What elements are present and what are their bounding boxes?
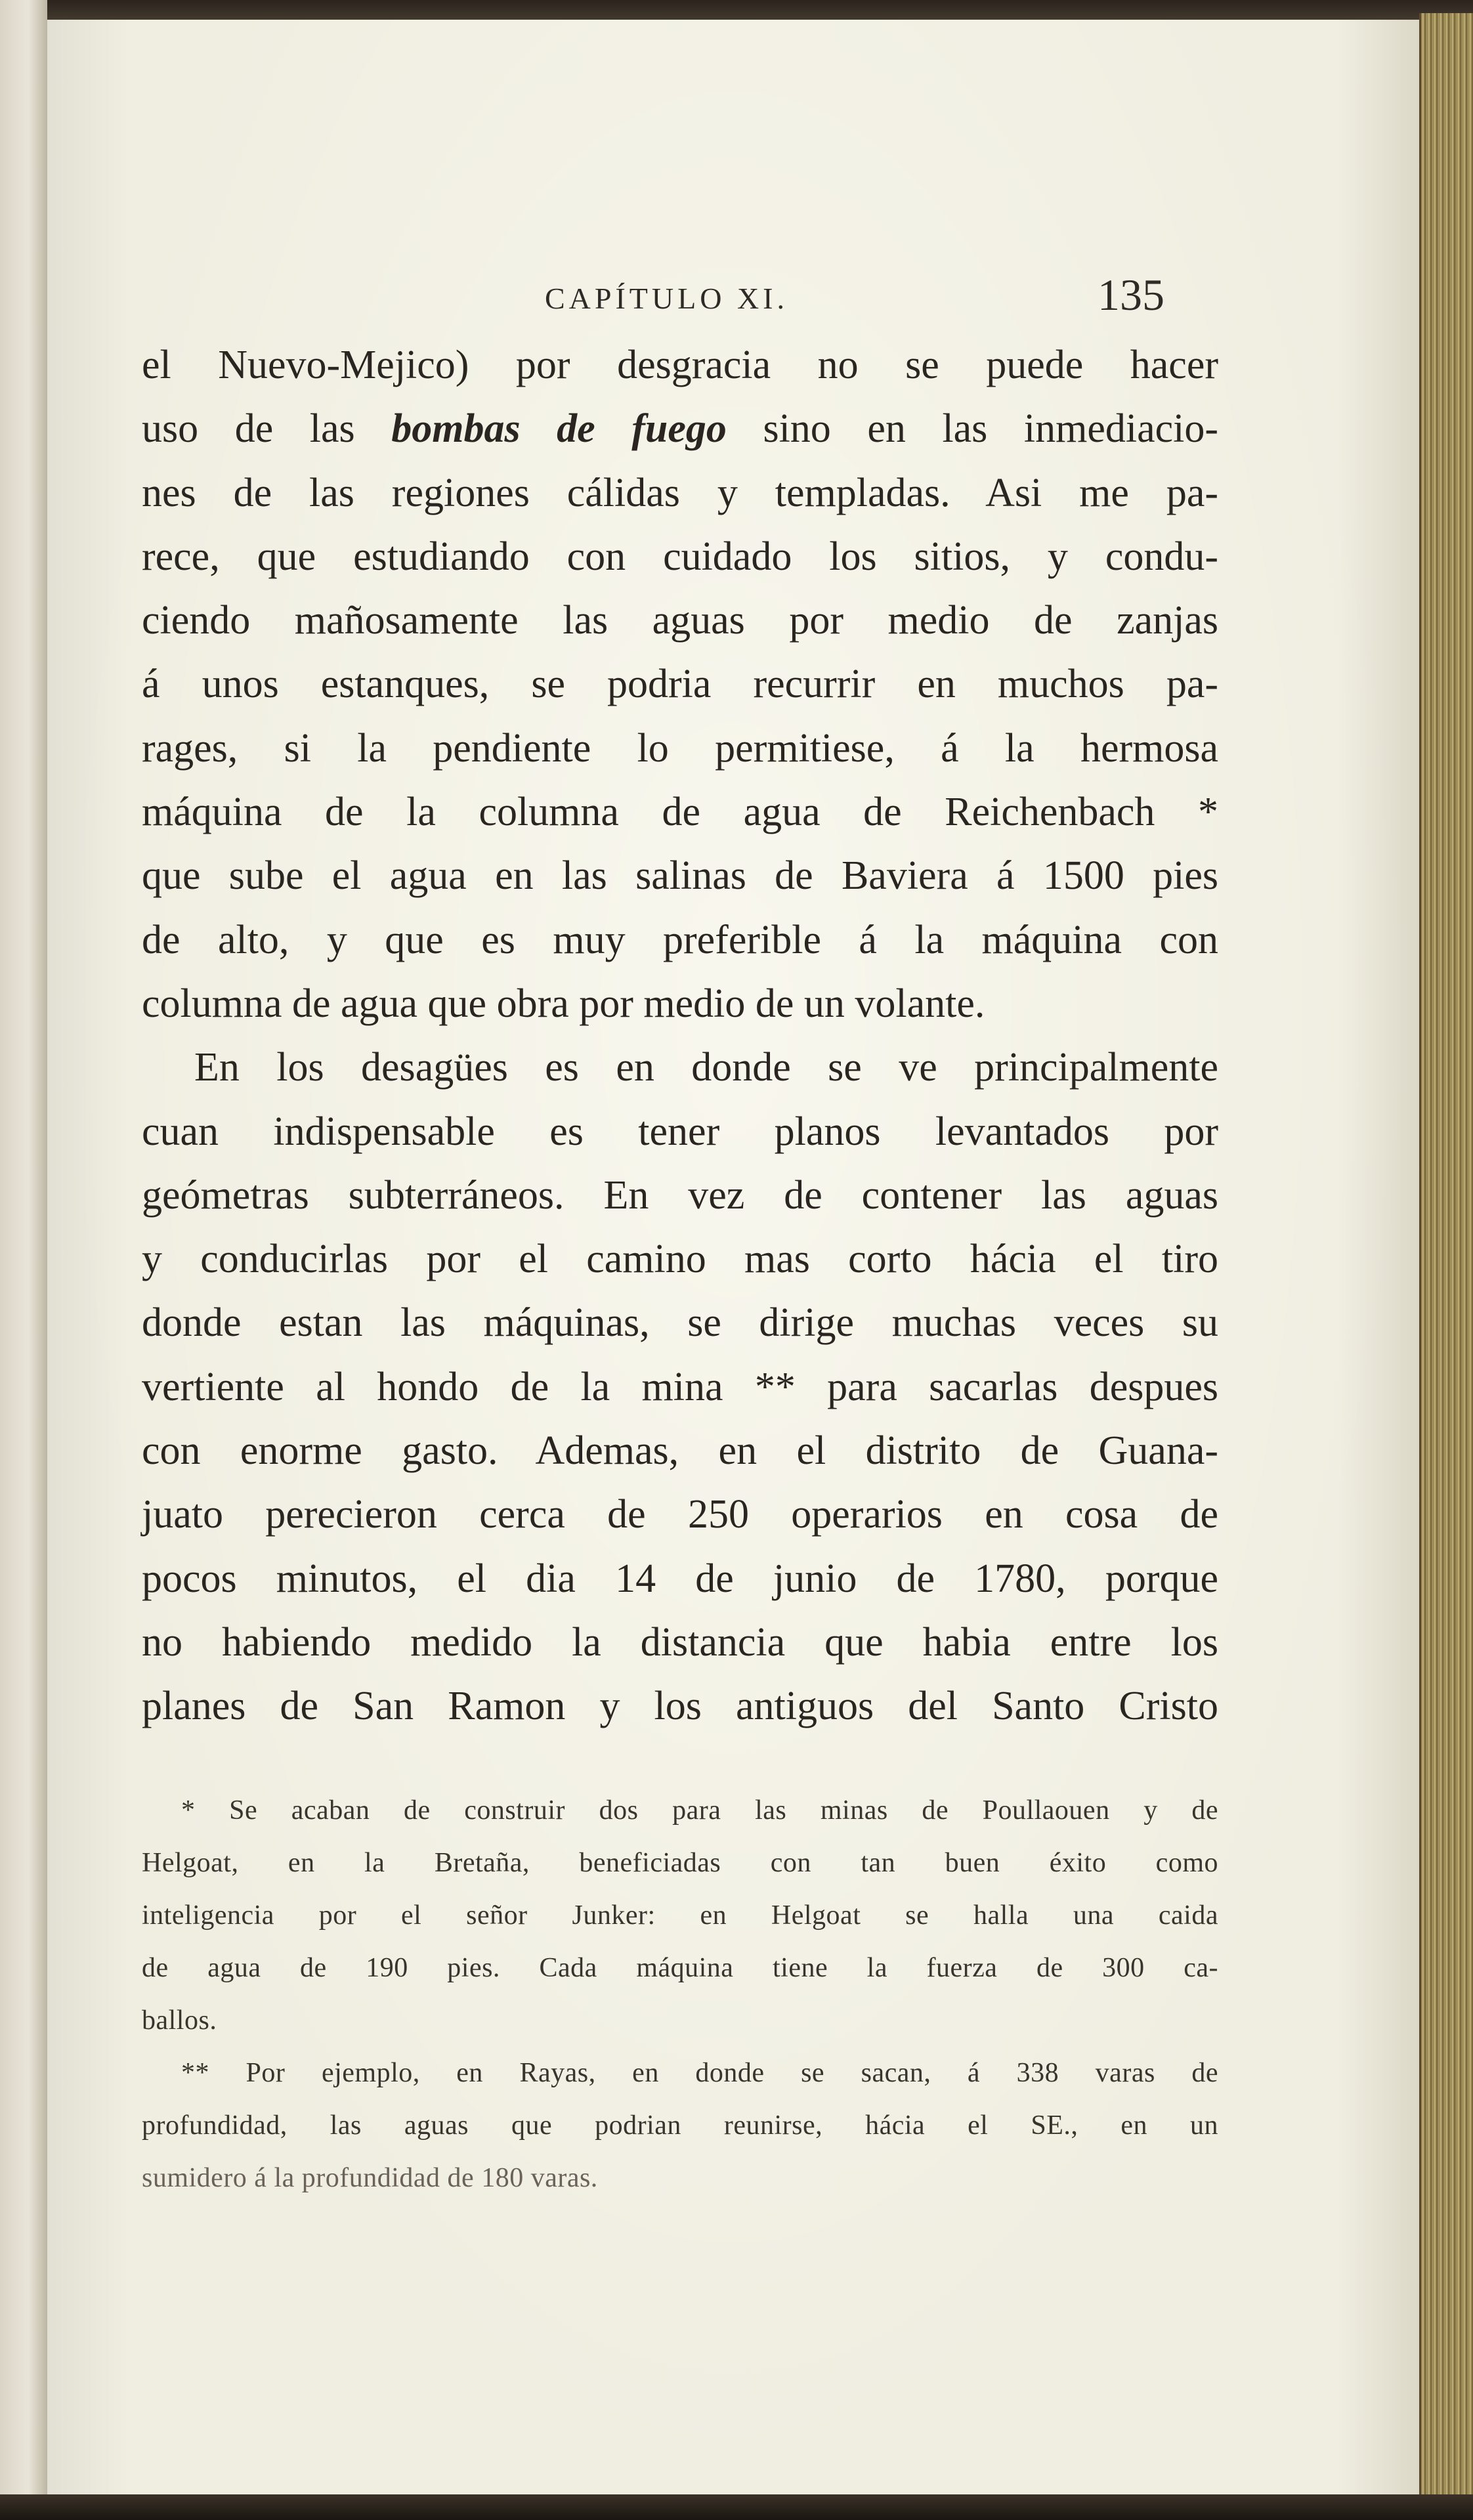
body-line: vertiente al hondo de la mina ** para sacarlas despues (142, 1364, 1218, 1409)
footnote-line: de agua de 190 pies. Cada máquina tiene la fuerza de 300 ca- (142, 1953, 1218, 1983)
footnote-line: ballos. (142, 2005, 217, 2036)
body-line: juato perecieron cerca de 250 operarios en cosa de (142, 1492, 1218, 1537)
body-line-segment: uso de las (142, 406, 392, 452)
body-line: planes de San Ramon y los antiguos del Santo Cristo (142, 1684, 1218, 1729)
footnote-line: inteligencia por el señor Junker: en Helgoat se halla una caida (142, 1900, 1218, 1931)
footnote-line: * Se acaban de construir dos para las minas de Poullaouen y de (181, 1795, 1218, 1826)
body-line: que sube el agua en las salinas de Baviera á 1500 pies (142, 853, 1218, 899)
footnotes (142, 1784, 1218, 2204)
chapter-heading: CAPÍTULO XI. (545, 282, 788, 315)
footnote-line: profundidad, las aguas que podrian reunirse, hácia el SE., en un (142, 2110, 1218, 2141)
body-line: de alto, y que es muy preferible á la máquina con (142, 917, 1218, 962)
body-line: máquina de la columna de agua de Reichenbach * (142, 790, 1218, 835)
body-line-with-italic (142, 397, 1218, 461)
body-line: cuan indispensable es tener planos levantados por (142, 1109, 1218, 1154)
page-number: 135 (1098, 270, 1164, 320)
body-line-segment: sino en las inmediacio- (726, 406, 1218, 452)
body-line: y conducirlas por el camino mas corto hácia el tiro (142, 1237, 1218, 1282)
footnote-line: ** Por ejemplo, en Rayas, en donde se sacan, á 338 varas de (181, 2058, 1218, 2088)
body-line: rages, si la pendiente lo permitiese, á la hermosa (142, 725, 1218, 771)
book-left-page-edge (0, 0, 47, 2520)
body-line: donde estan las máquinas, se dirige muchas veces su (142, 1300, 1218, 1346)
body-line: no habiendo medido la distancia que habia entre los (142, 1619, 1218, 1665)
body-text (142, 333, 1218, 1739)
body-line: columna de agua que obra por medio de un volante. (142, 981, 985, 1026)
body-line: rece, que estudiando con cuidado los sitios, y condu- (142, 534, 1218, 579)
book-page (47, 20, 1419, 2494)
footnote-line: Helgoat, en la Bretaña, beneficiadas con tan buen éxito como (142, 1848, 1218, 1878)
body-line: geómetras subterráneos. En vez de contener las aguas (142, 1172, 1218, 1218)
footnote-line: sumidero á la profundidad de 180 varas. (142, 2163, 598, 2193)
body-line: pocos minutos, el dia 14 de junio de 1780, porque (142, 1556, 1218, 1601)
running-head (47, 269, 1419, 328)
italic-phrase: bombas de fuego (391, 406, 727, 452)
book-bottom-edge (0, 2494, 1473, 2520)
body-line: con enorme gasto. Ademas, en el distrito de Guana- (142, 1428, 1218, 1474)
body-line: nes de las regiones cálidas y templadas. Asi me pa- (142, 470, 1218, 515)
body-line: el Nuevo-Mejico) por desgracia no se puede hacer (142, 343, 1218, 387)
body-line: á unos estanques, se podria recurrir en muchos pa- (142, 662, 1218, 707)
body-line: ciendo mañosamente las aguas por medio de zanjas (142, 598, 1218, 643)
body-line: En los desagües es en donde se ve principalmente (194, 1045, 1218, 1090)
book-gilt-edge (1419, 13, 1473, 2508)
